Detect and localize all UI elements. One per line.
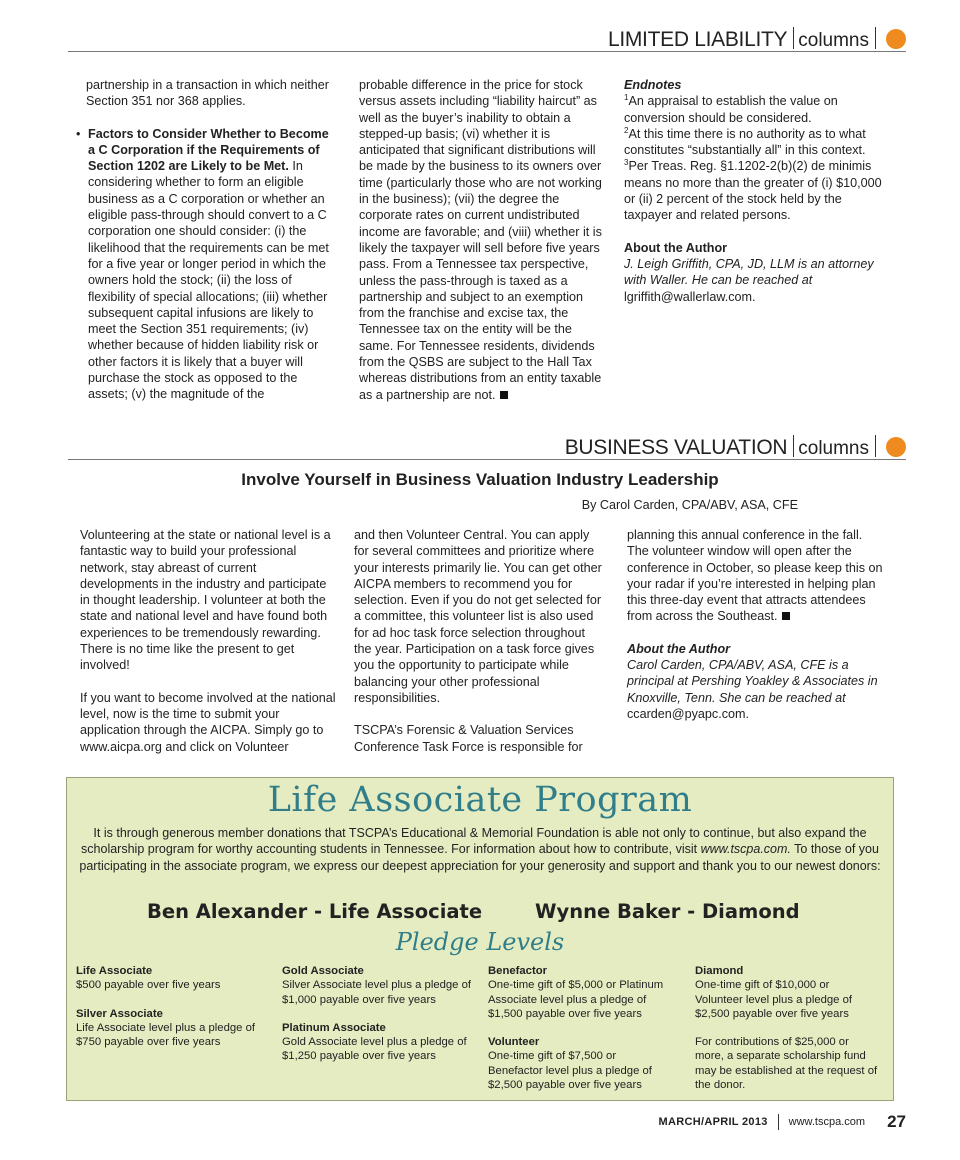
bv-col2-para-2: TSCPA’s Forensic & Valuation Services Conference Task Force is responsible for <box>354 723 583 754</box>
life-associate-program-box <box>66 777 894 1101</box>
pledge-level-desc: Gold Associate level plus a pledge of $1,250 payable over five years <box>282 1036 467 1063</box>
footer-url-link[interactable]: www.tscpa.com <box>788 1116 866 1128</box>
pledge-column-4 <box>695 964 890 1092</box>
orange-dot-icon <box>886 29 906 49</box>
bv-column-1 <box>80 527 338 755</box>
pledge-column-3 <box>488 964 683 1092</box>
pledge-level-name: Platinum Associate <box>282 1021 386 1034</box>
program-intro <box>79 825 881 874</box>
section-header-business-valuation <box>565 432 906 458</box>
endnote-num: 3 <box>624 158 629 168</box>
pledge-column-2 <box>282 964 477 1064</box>
section-sub: columns <box>798 438 869 459</box>
about-author-text <box>624 256 884 305</box>
header-rule <box>68 51 906 52</box>
program-intro-text: To those of you participating in the associate program, we express our deepest appreciation for your generosity and support and thank you to our newest donors: <box>79 842 881 873</box>
section-name: LIMITED LIABILITY <box>607 28 788 51</box>
pledge-column-1 <box>76 964 271 1049</box>
divider <box>875 435 876 457</box>
bv-col1-para-2: If you want to become involved at the national level, now is the time to submit your application through the AICPA. Simply go to www.aicpa.org and click on Volunteer <box>80 690 336 754</box>
about-author-bio: Carol Carden, CPA/ABV, ASA, CFE is a principal at Pershing Yoakley & Associates in Knoxville, Tenn. She can be reached at <box>627 658 878 705</box>
bv-column-2 <box>354 527 604 755</box>
ll-col1-para: partnership in a transaction in which neither Section 351 nor 368 applies. <box>86 78 329 109</box>
ll-bullet-item <box>76 126 338 403</box>
pledge-level-desc: One-time gift of $7,500 or Benefactor level plus a pledge of $2,500 payable over five years <box>488 1050 652 1092</box>
ll-col2-text: probable difference in the price for stock versus assets including “liability haircut” as well as the buyer’s inability to obtain a stepped-up basis; (vi) whether it is anticipated that significant distributions will be made by the business to its owners over time (particularly those who are not working in the business); (vii) the degree the corporate rates on current undistributed income are favorable; and (viii) whether it is likely the taxpayer will sell before five years pass. From a Tennessee tax perspective, unless the pass-through is taxed as a partnership and subject to an exemption from the franchise and excise tax, the Tennessee tax on the entity will be the same. For Tennessee residents, dividends from the QSBS are subject to the Hall Tax whereas distributions from an entity taxable as a partnership are not. <box>359 78 602 402</box>
pledge-level-name: Diamond <box>695 965 744 977</box>
endnote-text: At this time there is no authority as to what constitutes “substantially all” in this context. <box>624 126 866 158</box>
ll-column-2 <box>359 77 607 403</box>
bv-col1-para-1: Volunteering at the state or national level is a fantastic way to build your professional network, stay abreast of current developments in the industry and participate in thought leadership. I volunteer at both the state and national level and have found both experiences to be tremendously rewarding. There is no time like the present to get involved! <box>80 528 331 673</box>
pledge-level-desc: Life Associate level plus a pledge of $750 payable over five years <box>76 1021 255 1049</box>
pledge-level-name: Volunteer <box>488 1036 540 1049</box>
bv-column-3 <box>627 527 885 722</box>
endnote-1 <box>624 93 884 126</box>
pledge-level-name: Benefactor <box>488 965 548 977</box>
page-footer <box>659 1111 906 1133</box>
about-author-title: About the Author <box>624 240 728 255</box>
pledge-level-name: Silver Associate <box>76 1007 163 1020</box>
about-author-title: About the Author <box>627 641 731 656</box>
end-mark-icon <box>782 612 790 620</box>
endnotes-title: Endnotes <box>624 78 682 92</box>
ll-bullet-text: In considering whether to form an eligible business as a C corporation or whether an eligible pass-through should convert to a C corporation one should consider: (i) the likelihood that the requirements can be met for a five year or longer period in which the owners hold the stock; (ii) the loss of flexibility of special allocations; (iii) whether subsequent capital infusions are likely to meet the Section 351 requirements; (iv) whether because of hidden liability risk or other factors it is likely that a buyer will purchase the stock as opposed to the assets; (v) the magnitude of the <box>88 159 329 402</box>
article-byline: By Carol Carden, CPA/ABV, ASA, CFE <box>581 498 798 512</box>
pledge-level-desc: One-time gift of $10,000 or Volunteer level plus a pledge of $2,500 payable over five years <box>695 979 853 1020</box>
endnote-3 <box>624 158 884 223</box>
endnote-num: 2 <box>624 125 629 135</box>
page-number: 27 <box>887 1112 906 1131</box>
header-rule <box>68 459 906 460</box>
ll-col2-para <box>359 77 607 403</box>
orange-dot-icon <box>886 437 906 457</box>
divider <box>793 435 794 457</box>
new-donors <box>67 900 893 926</box>
bv-col3-text: planning this annual conference in the fall. The volunteer window will open after the conference in October, so please keep this on your radar if you’re interested in helping plan this three-day event that attracts attendees from across the Southeast. <box>627 528 883 624</box>
ll-column-1 <box>76 77 338 403</box>
bv-col3-para-1 <box>627 527 885 625</box>
article-title: Involve Yourself in Business Valuation Industry Leadership <box>241 470 719 489</box>
pledge-level-name: Life Associate <box>76 965 153 977</box>
author-email-link[interactable]: lgriffith@wallerlaw.com. <box>624 289 756 304</box>
divider <box>778 1114 779 1130</box>
section-sub: columns <box>798 30 869 51</box>
program-intro-text: It is through generous member donations that TSCPA’s Educational & Memorial Foundation is able not only to continue, but also expand the scholarship program for worthy accounting students in Tennessee. For information about how to contribute, visit <box>81 826 867 857</box>
pledge-level-name: Gold Associate <box>282 965 364 977</box>
about-author-bio: J. Leigh Griffith, CPA, JD, LLM is an attorney with Waller. He can be reached at <box>624 256 874 288</box>
ll-bullet-heading: Factors to Consider Whether to Become a C Corporation if the Requirements of Section 1202 are Likely to be Met. <box>88 126 329 174</box>
program-title: Life Associate Program <box>267 780 693 820</box>
section-header-limited-liability <box>608 24 906 50</box>
pledge-level-desc: Silver Associate level plus a pledge of $1,000 payable over five years <box>282 979 472 1006</box>
pledge-levels-title: Pledge Levels <box>395 928 565 956</box>
endnote-num: 1 <box>624 93 629 103</box>
pledge-level-desc: One-time gift of $5,000 or Platinum Associate level plus a pledge of $1,500 payable over five years <box>488 979 664 1020</box>
tscpa-link[interactable]: www.tscpa.com. <box>700 842 791 857</box>
endnote-text: Per Treas. Reg. §1.1202-2(b)(2) de minimis means no more than the greater of (i) $10,000 or (ii) 2 percent of the stock held by the taxpayer and related persons. <box>624 159 882 223</box>
ll-column-3 <box>624 77 884 305</box>
end-mark-icon <box>500 391 508 399</box>
endnote-text: An appraisal to establish the value on conversion should be considered. <box>624 94 838 125</box>
divider <box>793 27 794 49</box>
donor-name: Wynne Baker - Diamond <box>535 900 800 923</box>
diamond-note: For contributions of $25,000 or more, a separate scholarship fund may be established at the request of the donor. <box>695 1036 878 1092</box>
issue-date: MARCH/APRIL 2013 <box>658 1116 768 1128</box>
endnote-2 <box>624 126 884 159</box>
pledge-level-desc: $500 payable over five years <box>76 979 221 992</box>
donor-name: Ben Alexander - Life Associate <box>147 900 483 923</box>
author-email-link[interactable]: ccarden@pyapc.com. <box>627 706 749 721</box>
section-name: BUSINESS VALUATION <box>564 436 788 459</box>
bv-col2-para-1: and then Volunteer Central. You can apply for several committees and prioritize where your interests primarily lie. You can get other AICPA members to recommend you for selection. Even if you do not get selected for a committee, this volunteer list is also used for ad hoc task force selection throughout the year. Participation on a task force gives you the opportunity to participate while balancing your other professional responsibilities. <box>354 528 602 705</box>
divider <box>875 27 876 49</box>
